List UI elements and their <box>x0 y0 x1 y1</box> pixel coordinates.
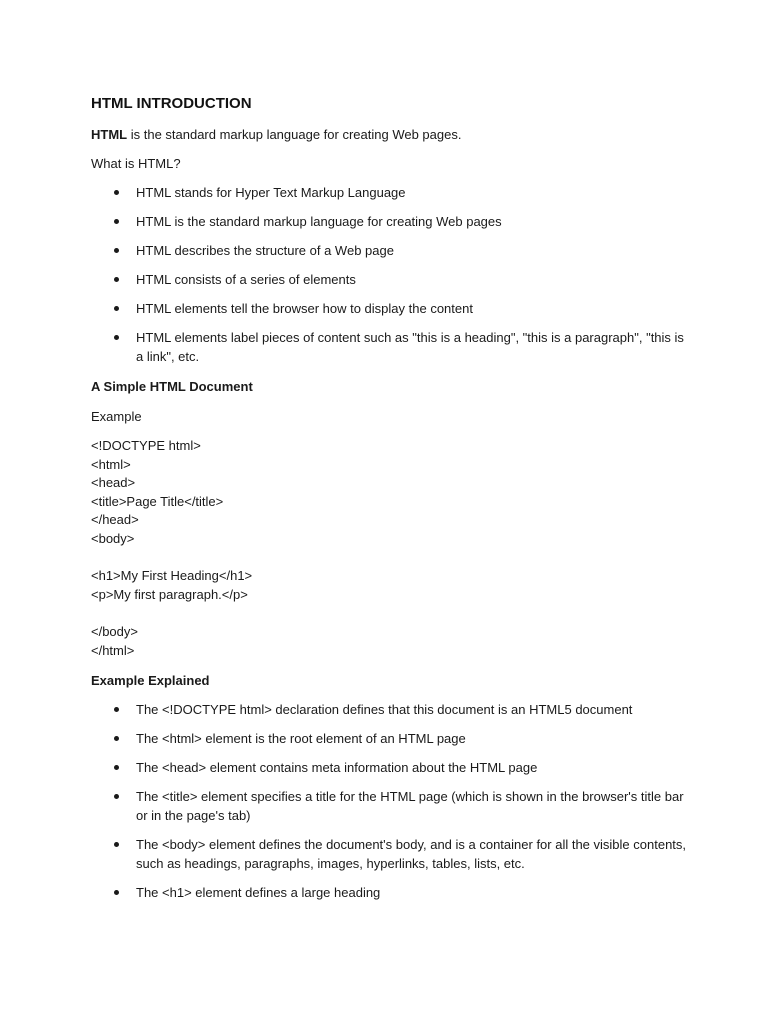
list-item: HTML describes the structure of a Web page <box>91 241 688 260</box>
section-heading-simple-document: A Simple HTML Document <box>91 379 253 394</box>
list-item: The <html> element is the root element of an HTML page <box>91 729 688 748</box>
list-item: HTML elements label pieces of content such as "this is a heading", "this is a paragraph", "this is a link", etc. <box>91 328 688 366</box>
list-item: The <body> element defines the document's body, and is a container for all the visible contents, such as headings, paragraphs, images, hyperlinks, tables, lists, etc. <box>91 835 688 873</box>
intro-bold-term: HTML <box>91 127 128 142</box>
code-line: <!DOCTYPE html> <box>91 438 201 453</box>
code-line: <h1>My First Heading</h1> <box>91 568 253 584</box>
example-label: Example <box>91 409 142 424</box>
code-line: <html> <box>91 456 131 472</box>
code-line: </body> <box>91 623 138 639</box>
explanation-list <box>91 700 688 902</box>
code-line: <title>Page Title</title> <box>91 493 224 509</box>
section-heading-example-explained: Example Explained <box>91 673 210 689</box>
code-line <box>91 604 688 623</box>
list-item: HTML consists of a series of elements <box>91 270 688 289</box>
list-item: HTML stands for Hyper Text Markup Language <box>91 183 688 202</box>
list-item: HTML is the standard markup language for creating Web pages <box>91 212 688 231</box>
html-facts-list <box>91 183 688 366</box>
list-item: The <!DOCTYPE html> declaration defines that this document is an HTML5 document <box>91 700 688 719</box>
list-item: The <h1> element defines a large heading <box>91 883 688 902</box>
intro-paragraph <box>91 125 688 144</box>
code-line <box>91 549 688 568</box>
list-item: The <title> element specifies a title for the HTML page (which is shown in the browser's title bar or in the page's tab) <box>91 787 688 825</box>
code-example <box>91 437 688 660</box>
page-title: HTML INTRODUCTION <box>91 95 252 112</box>
code-line: </html> <box>91 642 135 658</box>
code-line: <body> <box>91 530 135 546</box>
code-line: <head> <box>91 475 136 491</box>
question-text: What is HTML? <box>91 156 181 171</box>
intro-text: is the standard markup language for creating Web pages. <box>127 127 462 142</box>
list-item: HTML elements tell the browser how to display the content <box>91 299 688 318</box>
code-line: </head> <box>91 512 139 528</box>
code-line: <p>My first paragraph.</p> <box>91 586 248 602</box>
list-item: The <head> element contains meta information about the HTML page <box>91 758 688 777</box>
